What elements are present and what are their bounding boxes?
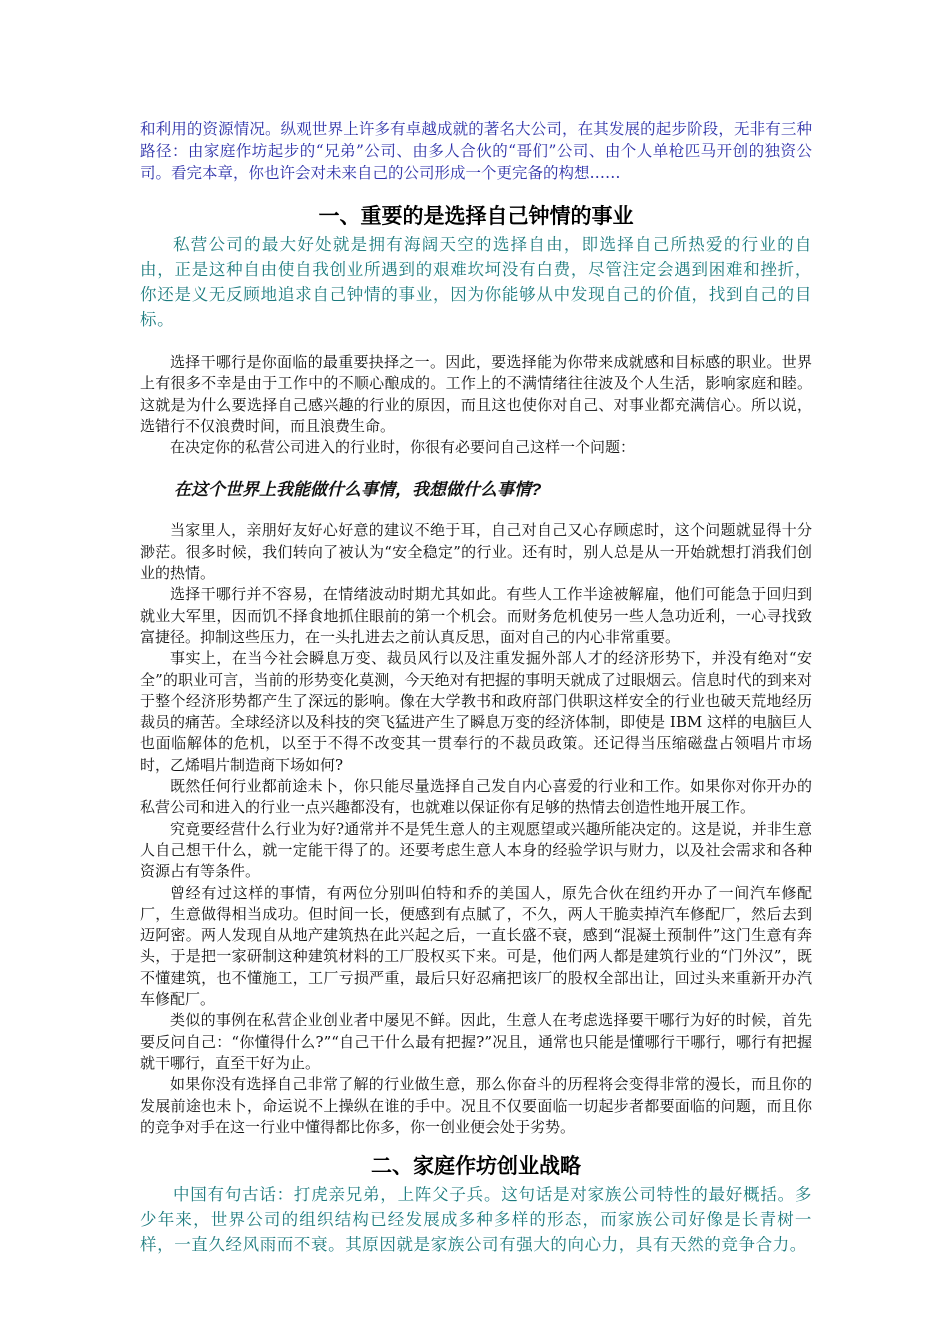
section-2-summary: 中国有句古话：打虎亲兄弟，上阵父子兵。这句话是对家族公司特性的最好概括。多少年来，世界公司的组织结构已经发展成多种多样的形态，而家族公司好像是长青树一样，一直久经风雨而不衰。其原因就是家族公司有强大的向心力，具有天然的竞争合力。 xyxy=(140,1185,812,1255)
spacer xyxy=(140,332,812,352)
body-paragraph: 既然任何行业都前途未卜，你只能尽量选择自己发自内心喜爱的行业和工作。如果你对你开办的私营公司和进入的行业一点兴趣都没有，也就难以保证你有足够的热情去创造性地开展工作。 xyxy=(140,777,812,817)
body-paragraph: 当家里人，亲朋好友好心好意的建议不绝于耳，自己对自己又心存顾虑时，这个问题就显得十分渺茫。很多时候，我们转向了被认为“安全稳定”的行业。还有时，别人总是从一开始就想打消我们创业的热情。 xyxy=(140,521,812,583)
section-1-summary: 私营公司的最大好处就是拥有海阔天空的选择自由，即选择自己所热爱的行业的自由，正是这种自由使自我创业所遇到的艰难坎坷没有白费，尽管注定会遇到困难和挫折，你还是义无反顾地追求自己钟情的事业，因为你能够从中发现自己的价值，找到自己的目标。 xyxy=(140,235,812,329)
body-paragraph: 选择干哪行是你面临的最重要抉择之一。因此，要选择能为你带来成就感和目标感的职业。世界上有很多不幸是由于工作中的不顺心酿成的。工作上的不满情绪往往波及个人生活，影响家庭和睦。这就是为什么要选择自己感兴趣的行业的原因，而且这也使你对自己、对事业都充满信心。所以说，选错行不仅浪费时间，而且浪费生命。 xyxy=(140,353,812,435)
body-paragraph: 事实上，在当今社会瞬息万变、裁员风行以及注重发掘外部人才的经济形势下，并没有绝对“安全”的职业可言，当前的形势变化莫测，今天绝对有把握的事明天就成了过眼烟云。信息时代的到来对于整个经济形势都产生了深远的影响。像在大学教书和政府部门供职这样安全的行业也破天荒地经历裁员的痛苦。全球经济以及科技的突飞猛进产生了瞬息万变的经济体制，即使是 IBM 这样的电脑巨人也面临解体的危机，以至于不得不改变其一贯奉行的不裁员政策。还记得当压缩磁盘占领唱片市场时，乙烯唱片制造商下场如何? xyxy=(140,649,812,774)
body-paragraph: 在决定你的私营公司进入的行业时，你很有必要问自己这样一个问题： xyxy=(170,438,636,457)
section-1-heading: 一、重要的是选择自己钟情的事业 xyxy=(318,205,634,228)
body-paragraph: 曾经有过这样的事情，有两位分别叫伯特和乔的美国人，原先合伙在纽约开办了一间汽车修配厂，生意做得相当成功。但时间一长，便感到有点腻了，不久，两人干脆卖掉汽车修配厂，然后去到迈阿密。两人发现自从地产建筑热在此兴起之后，一直长盛不衰，感到“混凝土预制件”这门生意有奔头，于是把一家研制这种建筑材料的工厂股权买下来。可是，他们两人都是建筑行业的“门外汉”，既不懂建筑，也不懂施工，工厂亏损严重，最后只好忍痛把该厂的股权全部出让，回过头来重新开办汽车修配厂。 xyxy=(140,883,812,1009)
key-question: 在这个世界上我能做什么事情，我想做什么事情? xyxy=(174,480,542,500)
intro-paragraph: 和利用的资源情况。纵观世界上许多有卓越成就的著名大公司，在其发展的起步阶段，无非有三种路径：由家庭作坊起步的“兄弟”公司、由多人合伙的“哥们”公司、由个人单枪匹马开创的独资公司。看完本章，你也许会对未来自己的公司形成一个更完备的构想…… xyxy=(140,120,812,182)
document-page xyxy=(140,118,812,1257)
section-1-body-a xyxy=(140,352,812,458)
section-2-heading: 二、家庭作坊创业战略 xyxy=(371,1155,581,1179)
section-1-body-b xyxy=(140,520,812,1138)
body-paragraph: 选择干哪行并不容易，在情绪波动时期尤其如此。有些人工作半途被解雇，他们可能急于回归到就业大军里，因而饥不择食地抓住眼前的第一个机会。而财务危机使另一些人急功近利，一心寻找致富捷径。抑制这些压力，在一头扎进去之前认真反思，面对自己的内心非常重要。 xyxy=(140,585,812,646)
body-paragraph: 如果你没有选择自己非常了解的行业做生意，那么你奋斗的历程将会变得非常的漫长，而且你的发展前途也未卜，命运说不上操纵在谁的手中。况且不仅要面临一切起步者都要面临的问题，而且你的竞争对手在这一行业中懂得都比你多，你一创业便会处于劣势。 xyxy=(140,1075,812,1136)
body-paragraph: 类似的事例在私营企业创业者中屡见不鲜。因此，生意人在考虑选择要干哪行为好的时候，首先要反问自己：“你懂得什么?”“自己干什么最有把握?”况且，通常也只能是懂哪行干哪行，哪行有把握就干哪行，直至干好为止。 xyxy=(140,1011,812,1072)
body-paragraph: 究竟要经营什么行业为好?通常并不是凭生意人的主观愿望或兴趣所能决定的。这是说，并非生意人自己想干什么，就一定能干得了的。还要考虑生意人本身的经验学识与财力，以及社会需求和各种资源占有等条件。 xyxy=(140,819,812,881)
